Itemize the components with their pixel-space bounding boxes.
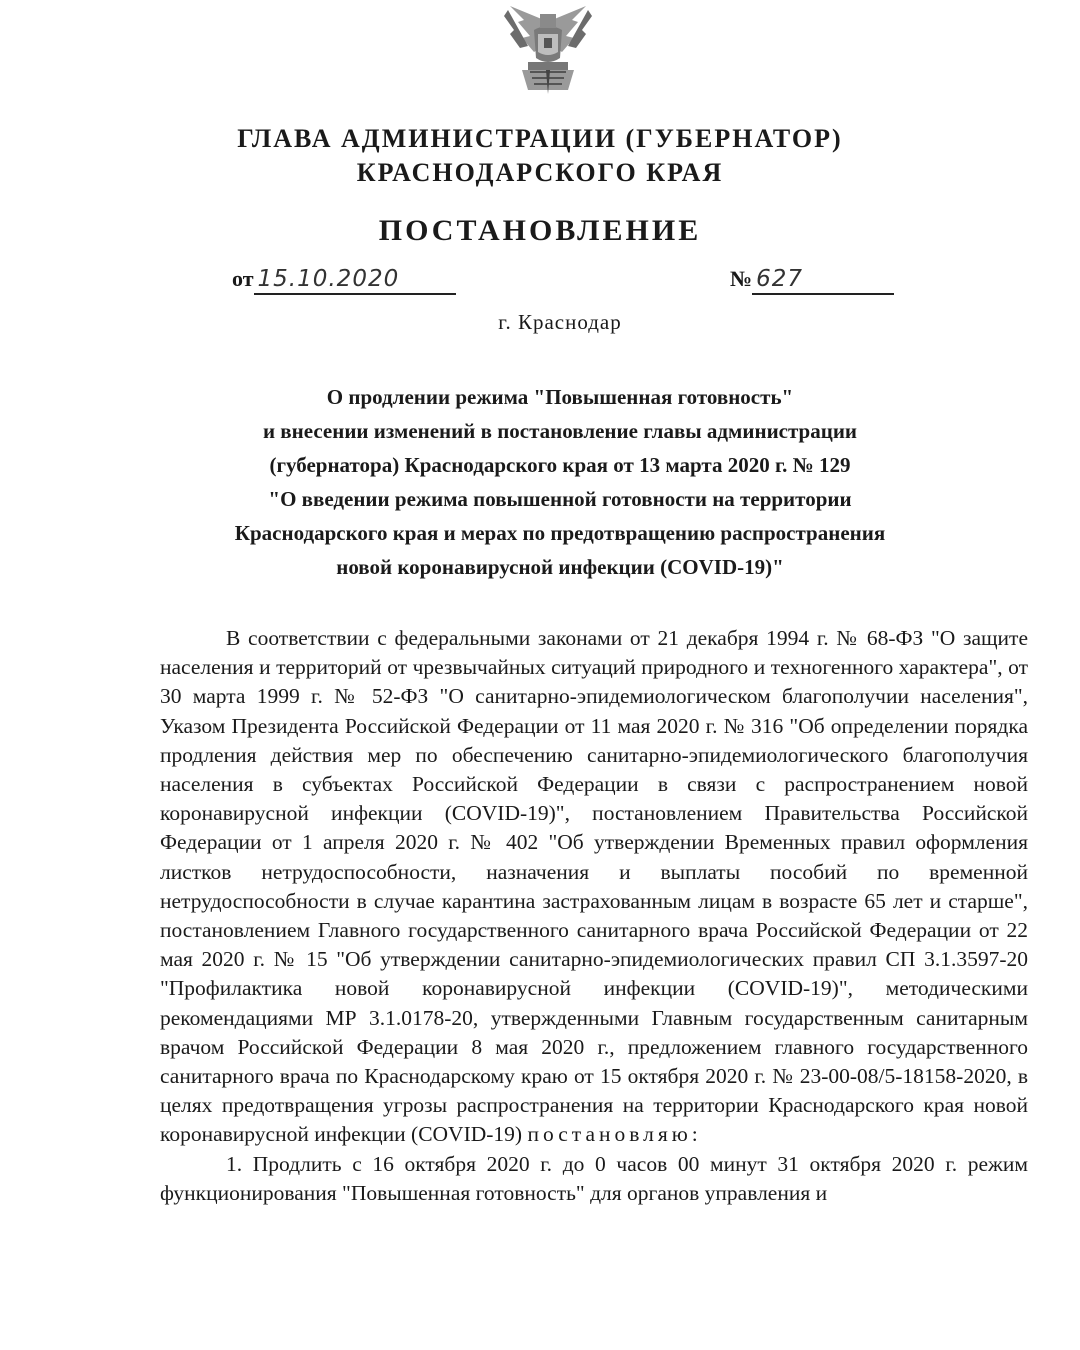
date-line xyxy=(232,266,456,300)
issuer-region-heading: КРАСНОДАРСКОГО КРАЯ xyxy=(356,158,724,187)
document-type-heading: ПОСТАНОВЛЕНИЕ xyxy=(378,214,702,247)
preamble-paragraph xyxy=(160,624,1028,1150)
title-line: (губернатора) Краснодарского края от 13 марта 2020 г. № 129 xyxy=(269,453,851,477)
handwritten-number: 627 xyxy=(752,266,894,295)
document-body xyxy=(160,624,1028,1208)
issuer-heading: ГЛАВА АДМИНИСТРАЦИИ (ГУБЕРНАТОР) xyxy=(237,124,843,153)
number-label: № xyxy=(730,266,753,291)
number-line xyxy=(730,266,894,300)
title-line: новой коронавирусной инфекции (COVID-19)" xyxy=(336,555,784,579)
title-line: "О введении режима повышенной готовности на территории xyxy=(268,487,852,511)
coat-of-arms-emblem xyxy=(500,0,596,96)
decree-word: постановляю: xyxy=(527,1122,702,1147)
title-line: и внесении изменений в постановление главы администрации xyxy=(262,419,858,443)
title-line: О продлении режима "Повышенная готовность" xyxy=(326,385,794,409)
handwritten-date: 15.10.2020 xyxy=(254,266,456,295)
city-line: г. Краснодар xyxy=(498,310,622,334)
preamble-text: В соответствии с федеральными законами от 21 декабря 1994 г. № 68-ФЗ "О защите населения и территорий от чрезвычайных ситуаций природного и техногенного характера", от 30 марта 1999 г. № 52-ФЗ "О санитарно-эпидемиологическом благополучии населения", Указом Президента Российской Федерации от 11 мая 2020 г. № 316 "Об определении порядка продления действия мер по обеспечению санитарно-эпидемиологического благополучия населения в субъектах Российской Федерации в связи с распространением новой коронавирусной инфекции (COVID-19)", постановлением Правительства Российской Федерации от 1 апреля 2020 г. № 402 "Об утверждении Временных правил оформления листков нетрудоспособности, назначения и выплаты пособий по временной нетрудоспособности в случае карантина застрахованным лицам в возрасте 65 лет и старше", постановлением Главного государственного санитарного врача Российской Федерации от 22 мая 2020 г. № 15 "Об утверждении санитарно-эпидемиологических правил СП 3.1.3597-20 "Профилактика новой коронавирусной инфекции (COVID-19)", методическими рекомендациями МР 3.1.0178-20, утвержденными Главным государственным санитарным врачом Российской Федерации 8 мая 2020 г., предложением главного государственного санитарного врача по Краснодарскому краю от 15 октября 2020 г. № 23-00-08/5-18158-2020, в целях предотвращения угрозы распространения на территории Краснодарского края новой коронавирусной инфекции (COVID-19) xyxy=(160,626,1028,1147)
item-1-paragraph: 1. Продлить с 16 октября 2020 г. до 0 часов 00 минут 31 октября 2020 г. режим функционирования "Повышенная готовность" для органов управления и xyxy=(160,1151,1028,1205)
document-title xyxy=(150,380,970,584)
date-label: от xyxy=(232,266,254,291)
title-line: Краснодарского края и мерах по предотвращению распространения xyxy=(234,521,886,545)
